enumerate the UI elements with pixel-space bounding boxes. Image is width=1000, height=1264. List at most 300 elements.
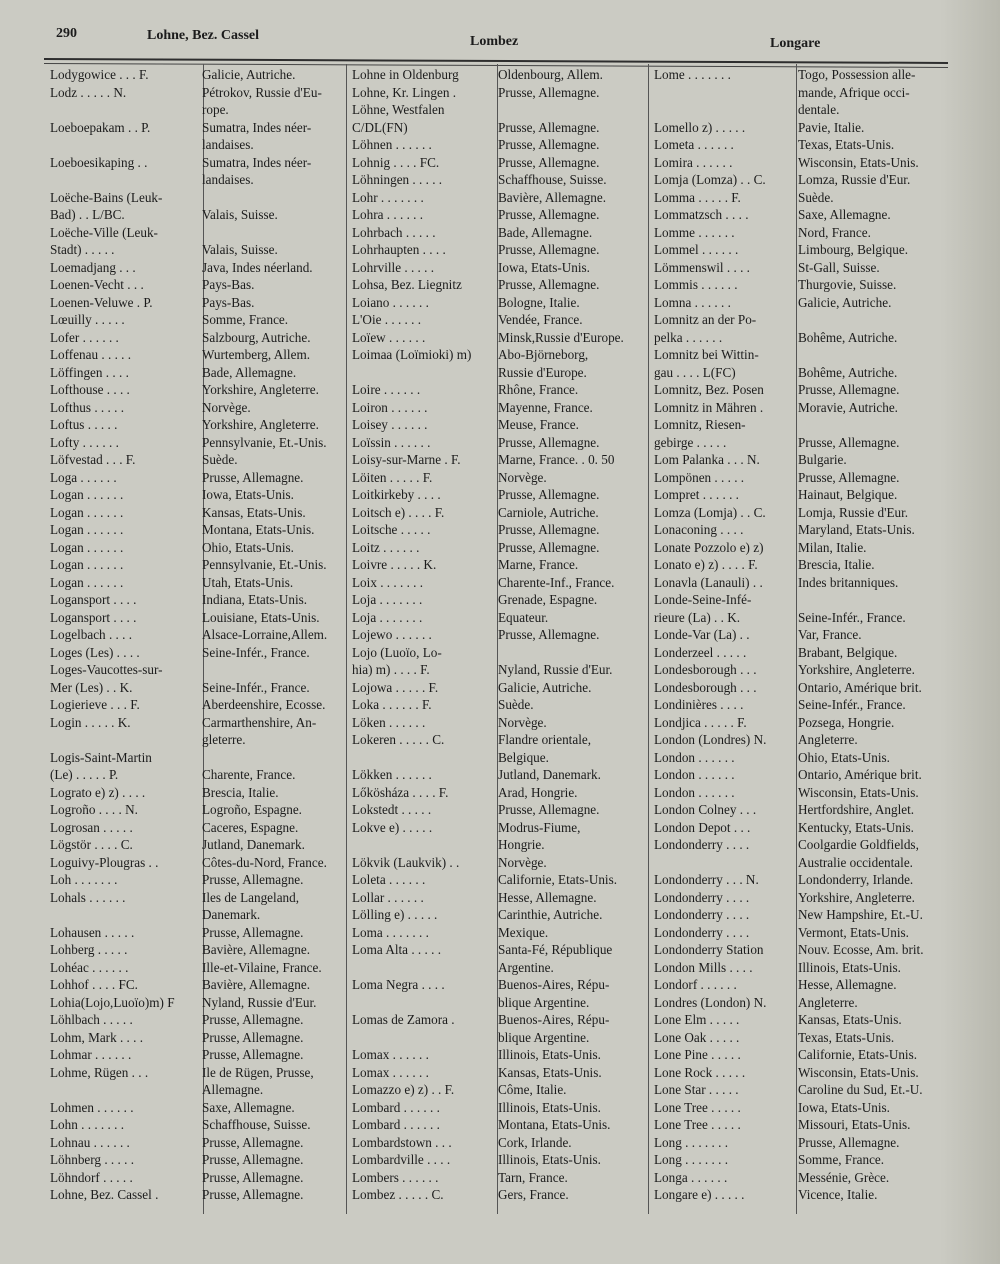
entry-row: [44, 469, 344, 487]
place-name: London . . . . . .: [654, 749, 735, 765]
place-name: Lodygowice . . . F.: [50, 67, 149, 82]
entry-row: [648, 591, 948, 609]
place-name: Logroño . . . . N.: [50, 802, 138, 817]
entry-row: [44, 1169, 344, 1187]
place-name: Lomnitz an der Po-: [654, 312, 757, 327]
place-region: Texas, Etats-Unis.: [798, 1029, 895, 1045]
entry-row: [648, 241, 948, 259]
place-region: Allemagne.: [202, 1082, 264, 1097]
entry-row: [346, 224, 646, 242]
place-name: Londinières . . . .: [654, 697, 744, 712]
place-region: Ohio, Etats-Unis.: [798, 749, 890, 765]
place-region: Prusse, Allemagne.: [498, 487, 600, 502]
place-name: Lokeren . . . . . C.: [352, 732, 445, 747]
entry-row: [648, 924, 948, 942]
place-region: Utah, Etats-Unis.: [202, 574, 294, 590]
place-name: Lohnig . . . . FC.: [352, 154, 440, 170]
entry-row: [346, 906, 646, 924]
entry-row: [44, 329, 344, 347]
entry-row: [346, 1064, 646, 1082]
place-name: Lone Oak . . . . .: [654, 1029, 740, 1045]
place-name: Lomello z) . . . . .: [654, 119, 746, 135]
place-name: Lometa . . . . . .: [654, 137, 734, 152]
place-region: Prusse, Allemagne.: [202, 1152, 304, 1167]
entry-row: [346, 1099, 646, 1117]
entry-row: [346, 819, 646, 837]
place-region: Caceres, Espagne.: [202, 819, 299, 835]
entry-row: [346, 574, 646, 592]
place-name: Bad) . . L/BC.: [50, 207, 125, 222]
place-name: Loitsch e) . . . . F.: [352, 504, 445, 520]
place-region: Angleterre.: [798, 994, 858, 1010]
place-region: Pozsega, Hongrie.: [798, 714, 895, 730]
place-region: Russie d'Europe.: [498, 364, 587, 380]
place-name: hia) m) . . . . F.: [352, 662, 430, 677]
place-region: Brescia, Italie.: [202, 784, 279, 800]
place-region: Vendée, France.: [498, 312, 583, 327]
place-name: Lomna . . . . . .: [654, 294, 731, 310]
place-region: Bavière, Allemagne.: [498, 189, 607, 205]
place-region: Marne, France. . 0. 50: [498, 452, 615, 467]
entry-row: [346, 119, 646, 137]
place-region: Prusse, Allemagne.: [202, 1047, 304, 1062]
place-region: Iowa, Etats-Unis.: [798, 1099, 890, 1115]
place-name: Logan . . . . . .: [50, 504, 124, 520]
place-region: Somme, France.: [798, 1152, 885, 1167]
place-region: Prusse, Allemagne.: [498, 154, 600, 170]
place-name: Londorf . . . . . .: [654, 977, 737, 992]
entry-row: [44, 819, 344, 837]
place-name: Lommatzsch . . . .: [654, 207, 749, 222]
place-name: Loemadjang . . .: [50, 259, 136, 275]
place-region: Arad, Hongrie.: [498, 784, 578, 800]
entry-row: [44, 1186, 344, 1204]
entry-row: [648, 154, 948, 172]
entry-row: [346, 101, 646, 119]
entry-column-2: [346, 66, 646, 1204]
entry-row: [44, 539, 344, 557]
place-region: Angleterre.: [798, 732, 858, 747]
place-name: Mer (Les) . . K.: [50, 679, 133, 695]
place-name: Löhne, Westfalen: [352, 102, 445, 117]
place-name: Loma Negra . . . .: [352, 977, 445, 992]
place-region: Seine-Infér., France.: [798, 697, 906, 712]
place-name: Loiano . . . . . .: [352, 294, 429, 310]
entry-row: [346, 84, 646, 102]
place-name: Londesborough . . .: [654, 679, 757, 695]
place-name: Logrosan . . . . .: [50, 819, 133, 835]
entry-row: [44, 154, 344, 172]
place-region: Prusse, Allemagne.: [798, 382, 900, 397]
place-region: Belgique.: [498, 749, 549, 765]
place-region: Galicie, Autriche.: [498, 679, 592, 695]
entry-row: [346, 1186, 646, 1204]
place-region: Montana, Etats-Unis.: [202, 522, 315, 537]
entry-row: [648, 1151, 948, 1169]
place-region: Valais, Suisse.: [202, 207, 278, 222]
place-region: Cork, Irlande.: [498, 1134, 572, 1150]
place-region: Gers, France.: [498, 1187, 569, 1202]
place-region: Hongrie.: [498, 837, 545, 852]
place-name: Lomax . . . . . .: [352, 1047, 429, 1062]
place-name: Londonderry . . . .: [654, 924, 750, 940]
entry-row: [648, 521, 948, 539]
place-name: Löhndorf . . . . .: [50, 1169, 133, 1185]
place-region: Brabant, Belgique.: [798, 644, 898, 660]
entry-row: [648, 171, 948, 189]
entry-row: [648, 959, 948, 977]
place-region: Ontario, Amérique brit.: [798, 679, 922, 695]
entry-row: [648, 1134, 948, 1152]
place-name: Lögstör . . . . C.: [50, 837, 133, 852]
place-region: Prusse, Allemagne.: [498, 84, 600, 100]
place-name: C/DL(FN): [352, 119, 408, 135]
place-name: Lompönen . . . . .: [654, 469, 745, 485]
place-name: Lohrville . . . . .: [352, 259, 435, 275]
place-name: Lombard . . . . . .: [352, 1117, 440, 1132]
place-name: Logan . . . . . .: [50, 557, 124, 572]
place-region: Pays-Bas.: [202, 294, 255, 310]
place-name: Lökvik (Laukvik) . .: [352, 854, 460, 870]
entry-row: [346, 679, 646, 697]
entry-row: [648, 976, 948, 994]
place-name: Lomja (Lomza) . . C.: [654, 172, 766, 187]
place-region: Bologne, Italie.: [498, 294, 580, 310]
place-region: Rhône, France.: [498, 382, 579, 397]
place-name: Lohne, Bez. Cassel .: [50, 1187, 159, 1202]
entry-row: [346, 854, 646, 872]
place-name: Lomza (Lomja) . . C.: [654, 504, 766, 520]
place-name: Lomnitz in Mähren .: [654, 399, 764, 415]
place-name: Lome . . . . . . .: [654, 67, 731, 82]
entry-row: [346, 329, 646, 347]
entry-row: [346, 784, 646, 802]
place-region: Thurgovie, Suisse.: [798, 277, 897, 292]
place-region: Londonderry, Irlande.: [798, 872, 914, 887]
entry-row: [44, 451, 344, 469]
entry-row: [648, 749, 948, 767]
entry-row: [648, 504, 948, 522]
entry-row: [44, 1029, 344, 1047]
entry-row: [44, 381, 344, 399]
place-name: London Mills . . . .: [654, 959, 753, 975]
entry-row: [648, 1029, 948, 1047]
place-name: Lohrbach . . . . .: [352, 224, 436, 240]
entry-row: [346, 241, 646, 259]
place-name: Long . . . . . . .: [654, 1152, 728, 1167]
entry-row: [44, 766, 344, 784]
place-name: Logan . . . . . .: [50, 487, 124, 502]
place-name: Loix . . . . . . .: [352, 574, 424, 590]
place-region: Prusse, Allemagne.: [498, 627, 600, 642]
place-name: Löfvestad . . . F.: [50, 452, 136, 467]
place-name: Loenen-Veluwe . P.: [50, 294, 153, 310]
entry-row: [44, 679, 344, 697]
place-region: Hertfordshire, Anglet.: [798, 802, 915, 817]
place-name: Lohrhaupten . . . .: [352, 242, 446, 257]
place-region: Bavière, Allemagne.: [202, 942, 311, 957]
place-name: L'Oie . . . . . .: [352, 312, 422, 327]
place-region: Californie, Etats-Unis.: [498, 872, 618, 887]
place-name: Lömmenswil . . . .: [654, 259, 750, 275]
entry-row: [648, 784, 948, 802]
place-region: Salzbourg, Autriche.: [202, 329, 311, 345]
place-name: Lone Tree . . . . .: [654, 1099, 741, 1115]
entry-row: [346, 189, 646, 207]
entry-row: [648, 661, 948, 679]
page-number: 290: [56, 26, 77, 41]
entry-row: [346, 469, 646, 487]
place-region: Texas, Etats-Unis.: [798, 137, 895, 152]
entry-row: [648, 941, 948, 959]
entry-row: [44, 784, 344, 802]
place-name: Lonaconing . . . .: [654, 522, 744, 537]
place-name: Lohne in Oldenburg: [352, 67, 459, 82]
place-region: Minsk,Russie d'Europe.: [498, 329, 624, 345]
place-name: gau . . . . L(FC): [654, 364, 736, 380]
entry-column-1: [44, 66, 344, 1204]
place-name: Lone Star . . . . .: [654, 1082, 739, 1097]
entry-row: [648, 1064, 948, 1082]
place-region: Milan, Italie.: [798, 539, 867, 555]
place-region: Vermont, Etats-Unis.: [798, 924, 909, 940]
place-region: Moravie, Autriche.: [798, 399, 898, 415]
place-region: Missouri, Etats-Unis.: [798, 1117, 911, 1132]
place-name: Lohmar . . . . . .: [50, 1047, 132, 1062]
place-region: Nyland, Russie d'Eur.: [498, 662, 613, 677]
entry-row: [346, 399, 646, 417]
entry-row: [346, 696, 646, 714]
place-region: Hesse, Allemagne.: [498, 889, 597, 905]
entry-row: [346, 504, 646, 522]
place-name: Loga . . . . . .: [50, 469, 117, 485]
place-region: Prusse, Allemagne.: [498, 522, 600, 537]
entry-row: [346, 364, 646, 382]
place-name: Logansport . . . .: [50, 609, 137, 625]
place-name: Löken . . . . . .: [352, 714, 426, 730]
place-name: Lohne, Kr. Lingen .: [352, 84, 457, 100]
entry-row: [346, 539, 646, 557]
place-name: Londonderry . . . N.: [654, 872, 759, 887]
entry-row: [346, 714, 646, 732]
place-region: Bohême, Autriche.: [798, 364, 898, 380]
entry-row: [346, 66, 646, 84]
place-name: Loitkirkeby . . . .: [352, 487, 441, 502]
entry-row: [346, 1151, 646, 1169]
place-region: Coolgardie Goldfields,: [798, 837, 919, 852]
place-region: Norvège.: [498, 469, 547, 485]
entry-row: [346, 994, 646, 1012]
place-region: Prusse, Allemagne.: [498, 207, 600, 222]
place-name: Lofthouse . . . .: [50, 382, 130, 397]
place-region: Valais, Suisse.: [202, 242, 278, 257]
place-region: Var, France.: [798, 627, 862, 642]
entry-row: [648, 329, 948, 347]
place-region: Aberdeenshire, Ecosse.: [202, 697, 326, 712]
place-name: Lojowa . . . . . F.: [352, 679, 439, 695]
place-name: pelka . . . . . .: [654, 329, 723, 345]
place-name: Lohhof . . . . FC.: [50, 977, 138, 992]
place-region: Yorkshire, Angleterre.: [798, 889, 915, 905]
place-region: Jutland, Danemark.: [202, 837, 305, 852]
place-region: Kansas, Etats-Unis.: [798, 1012, 902, 1027]
place-region: Prusse, Allemagne.: [202, 1029, 304, 1045]
place-name: Lőkösháza . . . . F.: [352, 784, 449, 800]
place-name: Lonavla (Lanauli) . .: [654, 574, 763, 590]
place-name: Loges (Les) . . . .: [50, 644, 140, 660]
place-region: Charente-Inf., France.: [498, 574, 615, 590]
entry-row: [648, 469, 948, 487]
place-name: Loïew . . . . . .: [352, 329, 426, 345]
entry-row: [44, 136, 344, 154]
place-region: Flandre orientale,: [498, 732, 592, 747]
place-name: Loitsche . . . . .: [352, 522, 431, 537]
place-name: London . . . . . .: [654, 784, 735, 800]
place-name: Lofty . . . . . .: [50, 434, 119, 450]
entry-row: [648, 189, 948, 207]
place-name: Lökken . . . . . .: [352, 767, 432, 782]
place-region: Ohio, Etats-Unis.: [202, 539, 294, 555]
entry-row: [346, 311, 646, 329]
entry-row: [648, 696, 948, 714]
place-region: Nouv. Ecosse, Am. brit.: [798, 942, 924, 957]
entry-row: [44, 836, 344, 854]
entry-row: [44, 521, 344, 539]
entry-row: [648, 731, 948, 749]
entry-row: [346, 171, 646, 189]
place-name: Lohmen . . . . . .: [50, 1099, 134, 1115]
entry-row: [44, 801, 344, 819]
place-name: Lomnitz, Bez. Posen: [654, 382, 764, 397]
place-region: Indes britanniques.: [798, 574, 899, 590]
place-region: Java, Indes néerland.: [202, 259, 313, 275]
place-region: gleterre.: [202, 732, 246, 747]
place-region: Alsace-Lorraine,Allem.: [202, 627, 328, 642]
place-region: Kansas, Etats-Unis.: [202, 504, 306, 520]
place-name: Lone Tree . . . . .: [654, 1117, 741, 1132]
place-name: Löhlbach . . . . .: [50, 1012, 133, 1027]
entry-row: [648, 819, 948, 837]
entry-row: [44, 189, 344, 207]
place-name: Löhnen . . . . . .: [352, 137, 432, 152]
entry-row: [346, 626, 646, 644]
place-region: Norvège.: [202, 399, 251, 415]
place-region: Iowa, Etats-Unis.: [498, 259, 590, 275]
place-region: Wurtemberg, Allem.: [202, 347, 310, 362]
place-name: Lohsa, Bez. Liegnitz: [352, 277, 462, 292]
entry-row: [346, 609, 646, 627]
place-name: Longare e) . . . . .: [654, 1187, 745, 1202]
entry-row: [44, 84, 344, 102]
place-name: Lohausen . . . . .: [50, 924, 135, 940]
place-name: London Depot . . .: [654, 819, 751, 835]
entry-row: [346, 959, 646, 977]
entry-row: [648, 801, 948, 819]
entry-row: [648, 364, 948, 382]
place-region: Oldenbourg, Allem.: [498, 67, 603, 82]
place-region: rope.: [202, 102, 229, 117]
place-name: Lohme, Rügen . . .: [50, 1064, 149, 1080]
place-region: Galicie, Autriche.: [798, 294, 892, 310]
entry-row: [44, 644, 344, 662]
entry-row: [44, 906, 344, 924]
place-region: Pavie, Italie.: [798, 119, 865, 135]
place-name: Lonate Pozzolo e) z): [654, 539, 764, 555]
place-name: Logan . . . . . .: [50, 539, 124, 555]
place-name: Lohnau . . . . . .: [50, 1134, 130, 1150]
place-region: Somme, France.: [202, 312, 289, 327]
place-region: Kentucky, Etats-Unis.: [798, 819, 914, 835]
place-region: Grenade, Espagne.: [498, 592, 598, 607]
place-region: Ille-et-Vilaine, France.: [202, 959, 322, 975]
place-name: Lompret . . . . . .: [654, 487, 739, 502]
entry-row: [44, 959, 344, 977]
entry-row: [44, 1081, 344, 1099]
entry-row: [346, 1116, 646, 1134]
place-region: Buenos-Aires, Répu-: [498, 977, 610, 992]
place-region: Prusse, Allemagne.: [498, 137, 600, 152]
entry-row: [346, 276, 646, 294]
entry-row: [346, 661, 646, 679]
place-name: Lohéac . . . . . .: [50, 959, 129, 975]
entry-row: [346, 346, 646, 364]
entry-row: [346, 731, 646, 749]
entry-row: [648, 66, 948, 84]
place-region: Prusse, Allemagne.: [798, 1134, 900, 1150]
place-name: Loma Alta . . . . .: [352, 942, 442, 957]
place-name: Loisy-sur-Marne . F.: [352, 452, 461, 467]
place-region: Charente, France.: [202, 767, 296, 782]
place-region: Schaffhouse, Suisse.: [498, 172, 607, 187]
place-name: Lomazzo e) z) . . F.: [352, 1082, 455, 1097]
place-name: Lone Pine . . . . .: [654, 1047, 741, 1062]
place-region: Sumatra, Indes néer-: [202, 154, 312, 170]
place-name: Loitz . . . . . .: [352, 539, 420, 555]
place-region: Danemark.: [202, 907, 261, 922]
place-name: Lone Elm . . . . .: [654, 1012, 740, 1027]
entry-row: [44, 994, 344, 1012]
entry-row: [44, 119, 344, 137]
entry-row: [648, 101, 948, 119]
place-region: Yorkshire, Angleterre.: [202, 417, 319, 432]
place-name: Lokve e) . . . . .: [352, 819, 433, 835]
entry-column-3: [648, 66, 948, 1204]
place-region: Seine-Infér., France.: [798, 609, 906, 625]
entry-row: [648, 871, 948, 889]
place-name: Login . . . . . K.: [50, 714, 131, 730]
entry-row: [44, 731, 344, 749]
place-name: Londesborough . . .: [654, 662, 757, 677]
place-name: Lombers . . . . . .: [352, 1169, 439, 1185]
entry-row: [346, 259, 646, 277]
entry-row: [44, 346, 344, 364]
place-name: Lomnitz bei Wittin-: [654, 347, 759, 362]
place-region: New Hampshire, Et.-U.: [798, 907, 923, 922]
place-name: Loïssin . . . . . .: [352, 434, 431, 450]
place-region: landaises.: [202, 137, 254, 152]
place-region: Prusse, Allemagne.: [498, 119, 600, 135]
place-name: Londonderry . . . .: [654, 837, 750, 852]
place-name: Londonderry . . . .: [654, 907, 750, 922]
place-name: Lomas de Zamora .: [352, 1012, 455, 1027]
entry-row: [44, 171, 344, 189]
entry-row: [44, 1064, 344, 1082]
place-region: Suède.: [798, 189, 834, 205]
place-region: Lomza, Russie d'Eur.: [798, 172, 911, 187]
place-region: Prusse, Allemagne.: [202, 1169, 304, 1185]
place-name: Löhningen . . . . .: [352, 172, 443, 187]
entry-row: [346, 924, 646, 942]
